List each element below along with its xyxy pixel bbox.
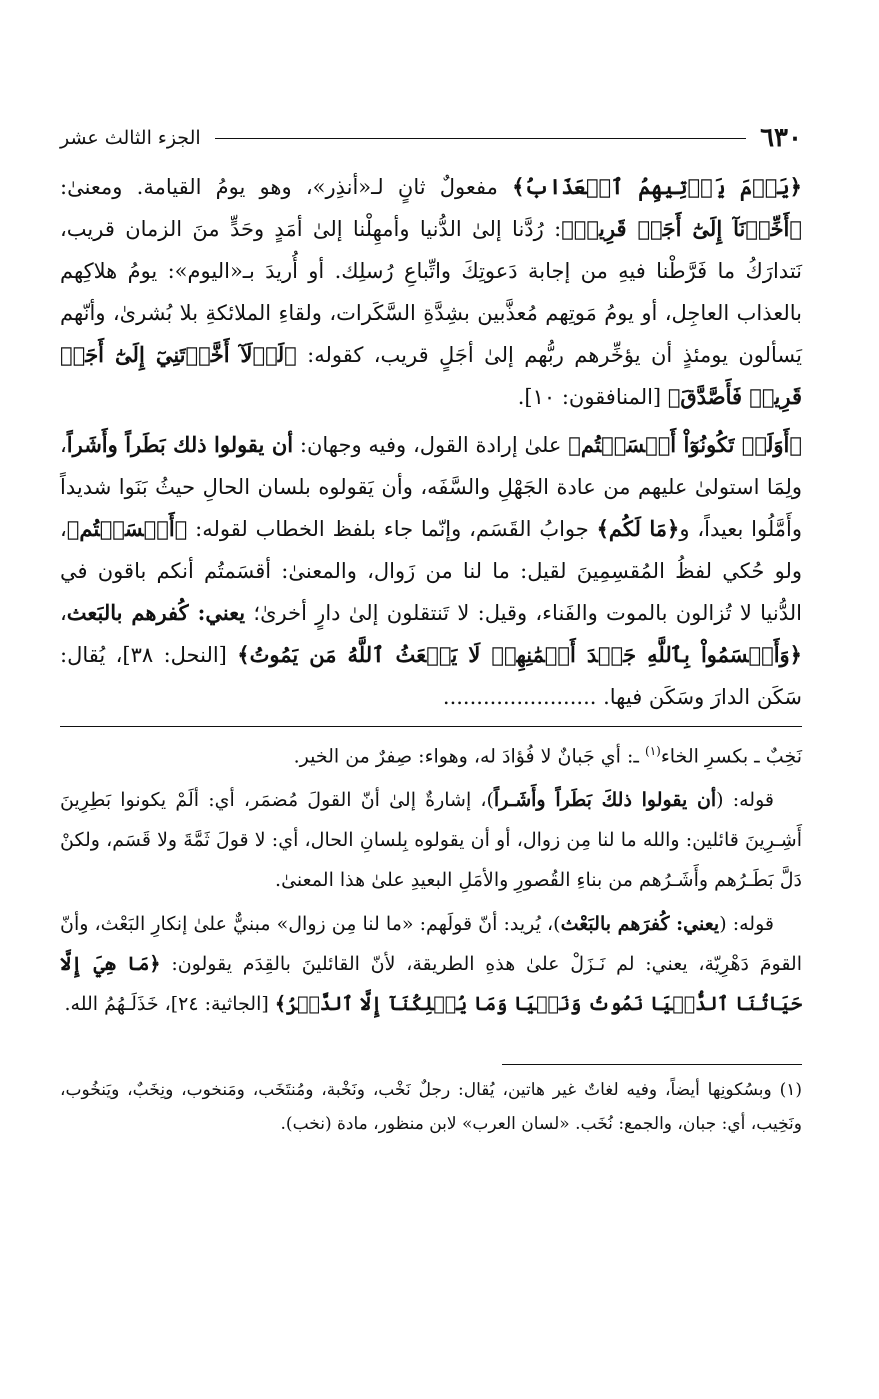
bold-phrase: يعني: كُفرهم بالبَعث	[66, 600, 246, 625]
text-run: نَخِبٌ ـ بكسرِ الخاء	[660, 745, 802, 768]
commentary-text	[60, 731, 802, 1024]
footnote-marker[interactable]: (١)	[645, 744, 661, 758]
text-run: ، ولو حُكي لفظُ المُقسِمِينَ لقيل: ما لنا من زَوال، والمعنىٰ: أقسَمتُم أنكم باقون في الدُّنيا لا تُزالون بالموت والفَناء، وقيل: لا تَنتقلون إلىٰ دارٍ أخرىٰ؛	[60, 517, 802, 625]
bold-phrase: أن يقولوا ذلكَ بَطَراً وأَشَـراً	[493, 789, 717, 812]
header-rule	[215, 138, 746, 139]
main-paragraph-2	[60, 424, 802, 718]
quran-verse: ﴿مَا لَكُم﴾	[596, 516, 680, 541]
text-run: ، ولِمَا استولىٰ عليهم من عادة الجَهْلِ والسَّفَه، وأن يَقولوه بلسان الحالِ حيثُ بَنَوا شديداً وأَمَّلُوا بعيداً، و	[60, 433, 802, 541]
commentary-paragraph-1	[60, 731, 802, 776]
text-run: قوله: (	[719, 913, 774, 936]
text-run: ،	[60, 601, 67, 625]
bold-phrase: يعني: كُفرَهم بالبَعْث	[560, 913, 720, 936]
quran-verse: ﴿أَقۡسَمۡتُم﴾	[66, 516, 188, 541]
text-run: )، إشارةٌ إلىٰ أنّ القولَ مُضمَر، أي: ألَمْ يكونوا بَطِرِينَ أَشِـرِينَ قائلين: والله ما لنا مِن زوال، أو أن يقولوه بِلسانِ الحال، أي: لا قولَ ثَمَّةَ ولا قَسَم، ولكنْ دَلَّ بَطَـرُهم وأَشَـرُهم من بناءِ القُصورِ والأمَلِ البعيدِ علىٰ هذا المعنىٰ.	[60, 789, 802, 892]
verse-reference: [المنافقون: ١٠].	[517, 385, 668, 409]
text-run: علىٰ إرادة القول، وفيه وجهان:	[293, 433, 569, 457]
page-number: ٦٣٠	[760, 123, 802, 153]
text-run: ـ: أي جَبانٌ لا فُؤادَ له، وهواء: صِفرٌ من الخير.	[293, 745, 645, 768]
text-run: )، يُريد: أنّ قولَهم: «ما لنا مِن زوال» مبنيٌّ علىٰ إنكارِ البَعْث، وأنّ القومَ دَهْرِيّة، يعني: لم نَـزَلْ علىٰ هذهِ الطريقة، لأنّ القائلينَ بالقِدَم يقولون:	[60, 913, 802, 976]
quran-verse: ﴿أَخِّرۡنَآ إِلَىٰٓ أَجَلٖ قَرِيبٖ﴾	[561, 216, 802, 241]
quran-verse: ﴿يَوۡمَ يَأۡتِيهِمُ ٱلۡعَذَابُ﴾	[512, 174, 802, 199]
quran-verse: ﴿مَا هِيَ إِلَّا حَيَاتُنَا ٱلدُّنۡيَا نَمُوتُ وَنَحۡيَا وَمَا يُهۡلِكُنَآ إِلَّا ٱلدَّهۡرُ﴾	[60, 953, 802, 1016]
text-run: [الجاثية: ٢٤]، خَذَلَـهُمُ الله.	[64, 993, 275, 1016]
footnote-rule	[502, 1064, 802, 1065]
commentary-paragraph-3	[60, 904, 802, 1024]
text-run: قوله: (	[716, 789, 774, 812]
bold-phrase: أن يقولوا ذلك بَطَراً وأَشَراً	[66, 432, 294, 457]
main-paragraph-1	[60, 166, 802, 418]
quran-verse: ﴿وَأَقۡسَمُواْ بِٱللَّهِ جَهۡدَ أَيۡمَٰنِهِمۡ لَا يَبۡعَثُ ٱللَّهُ مَن يَمُوتُ﴾	[237, 642, 802, 667]
commentary-paragraph-2	[60, 780, 802, 900]
dotted-leader: .......................	[442, 685, 604, 709]
footnote: (١) وبسُكونِها أيضاً، وفيه لغاتٌ غير هاتين، يُقال: رجلٌ نَخْب، ونَخْبة، ومُنتَخَب، ومَنخوب، ونِخَبٌ، ويَنخُوب، ونَخِيب، أي: جبان، والجمع: نُخَب. «لسان العرب» لابن منظور، مادة (نخب).	[60, 1080, 802, 1135]
quran-verse: ﴿أَوَلَمۡ تَكُونُوٓاْ أَقۡسَمۡتُم﴾	[568, 432, 802, 457]
text-run: : رُدَّنا إلىٰ الدُّنيا وأمهِلْنا إلىٰ أمَدٍ وحَدٍّ منَ الزمان قريب، نَتدارَكُ ما فَرَّطْنا فيهِ من إجابة دَعوتِكَ واتِّباعِ رُسلِك. أو أُريدَ بـ«اليوم»: يومُ هلاكِهم بالعذاب العاجِل، أو يومُ مَوتِهم مُعذَّبين بشِدَّةِ السَّكَرات، ولقاءِ الملائكةِ بلا بُشرىٰ، وأنّهم يَسألون يومئذٍ أن يؤخِّرهم ربُّهم إلىٰ أجَلٍ قريب، كقوله:	[60, 217, 803, 367]
section-separator	[60, 726, 802, 727]
quran-verse: ﴿لَوۡلَآ أَخَّرۡتَنِيٓ إِلَىٰٓ أَجَلٖ قَرِيبٖ فَأَصَّدَّقَ﴾	[60, 342, 802, 409]
part-title: الجزء الثالث عشر	[60, 127, 201, 149]
text-run: جوابُ القَسَم، وإنّما جاء بلفظ الخطاب لقوله:	[187, 517, 597, 541]
book-page	[60, 118, 802, 1141]
text-run: مفعولٌ ثانٍ لـ«أنذِر»، وهو يومُ القيامة. ومعنىٰ:	[60, 175, 513, 199]
running-header	[60, 118, 802, 158]
text-run: [النحل: ٣٨]، يُقال: سَكَن الدارَ وسَكَن فيها.	[60, 643, 802, 709]
main-text	[60, 166, 802, 718]
